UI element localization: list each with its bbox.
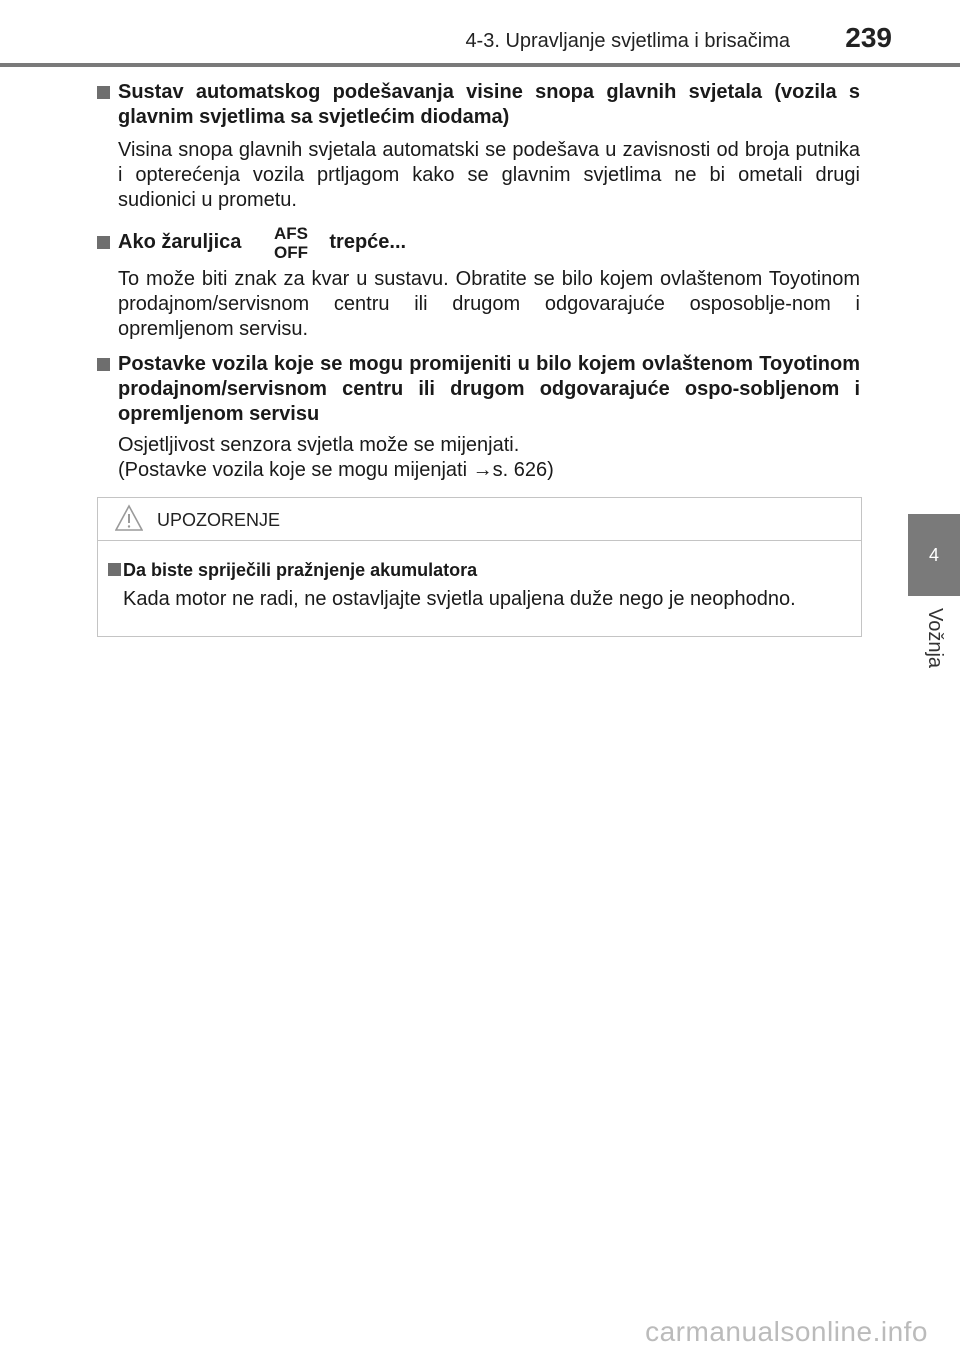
section-customization [97, 352, 860, 483]
warning-item-title [108, 560, 477, 581]
chapter-number: 4 [928, 544, 939, 565]
afs-off-icon [263, 223, 319, 261]
warning-title: UPOZORENJE [157, 510, 281, 530]
section-title: Postavke vozila koje se mogu promijeniti u bilo kojem ovlaštenom Toyotinom prodajnom/servisnom centru ili drugom odgovarajuće ospo-sobljenom i opremljenom servisu [118, 353, 860, 425]
chapter-label: Vožnja [924, 608, 946, 669]
warning-triangle-icon [115, 504, 143, 532]
afs-icon-line2: OFF [274, 242, 309, 261]
section-title: Sustav automatskog podešavanja visine snopa glavnih svjetala (vozila s glavnim svjetlima sa svjetlećim diodama) [118, 81, 860, 128]
section-title-after: trepće... [329, 231, 407, 253]
watermark: carmanualsonline.info [645, 1316, 928, 1347]
square-bullet-icon [97, 86, 110, 99]
warning-header [98, 498, 861, 541]
warning-item-title-text: Da biste spriječili pražnjenje akumulatora [123, 560, 478, 580]
body-line-reference: (Postavke vozila koje se mogu mijenjati →s. 626) [118, 459, 554, 481]
page-number: 239 [845, 22, 892, 53]
header-divider [0, 63, 960, 67]
warning-item-text: Kada motor ne radi, ne ostavljajte svjetla upaljena duže nego je neophodno. [123, 588, 796, 610]
section-headlight-leveling [97, 80, 860, 213]
section-body [118, 433, 860, 483]
section-afs-indicator [97, 223, 860, 342]
square-bullet-icon [97, 358, 110, 371]
section-header-title: 4-3. Upravljanje svjetlima i brisačima [465, 30, 790, 52]
square-bullet-icon [97, 236, 110, 249]
square-bullet-icon [108, 563, 121, 576]
chapter-tab [908, 514, 960, 596]
afs-icon-line1: AFS [274, 223, 309, 243]
section-body: To može biti znak za kvar u sustavu. Obratite se bilo kojem ovlaštenom Toyotinom prodajnom/servisnom centru ili drugom odgovarajuće osposoblje-nom i opremljenom servisu. [118, 268, 860, 340]
section-body: Visina snopa glavnih svjetala automatski se podešava u zavisnosti od broja putnika i opterećenja vozila prtljagom kako se glavnim svjetlima ne bi ometali drugi sudionici u prometu. [118, 139, 860, 211]
warning-box [97, 497, 862, 637]
body-line: Osjetljivost senzora svjetla može se mijenjati. [118, 434, 520, 456]
section-title-before: Ako žaruljica [118, 231, 242, 253]
